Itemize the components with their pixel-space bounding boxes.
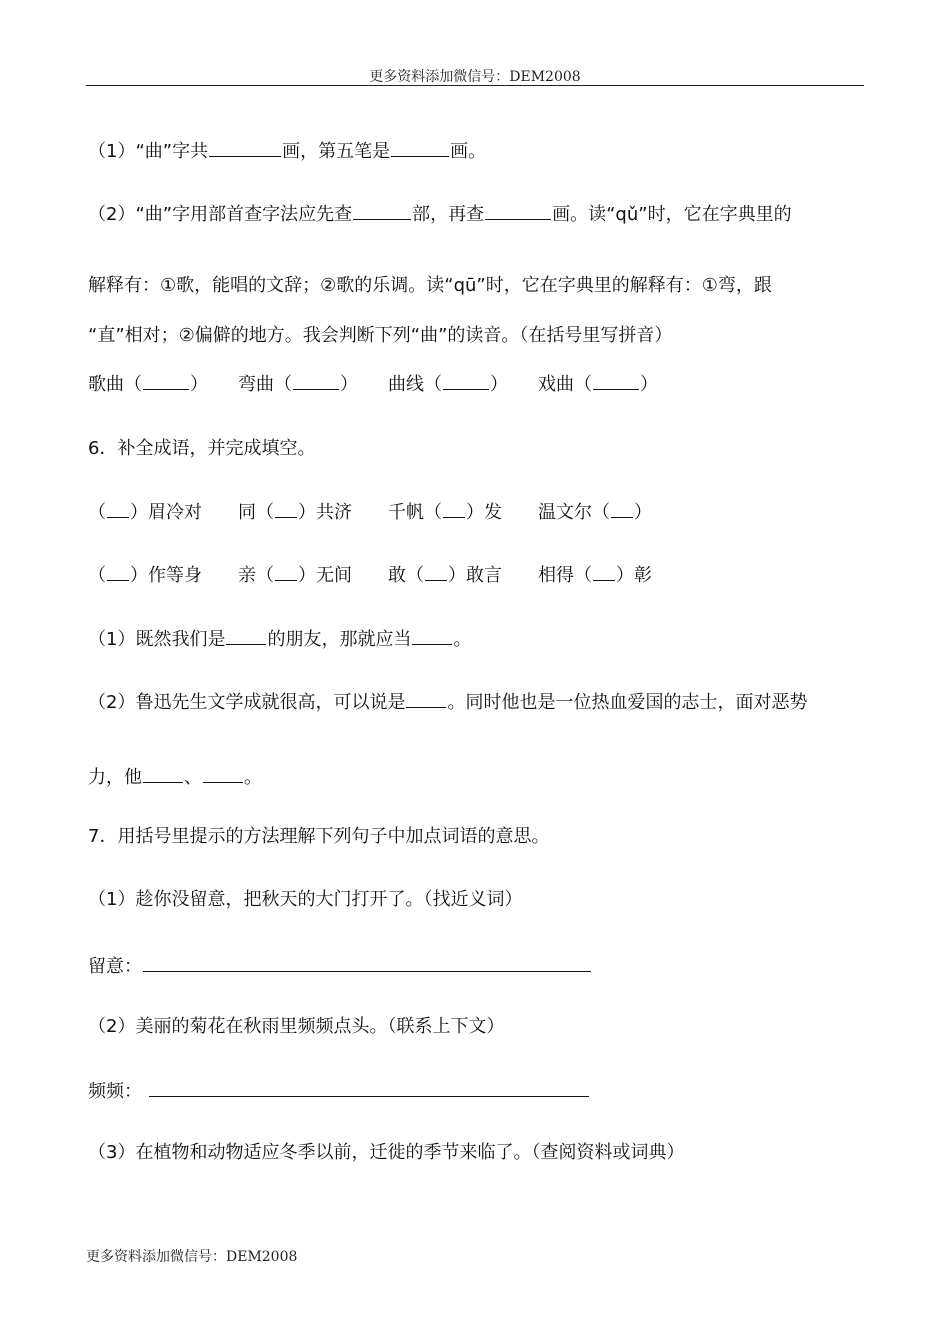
paren-open: （ [88, 565, 106, 586]
paren-open: （ [88, 502, 106, 523]
q6-sentence2-cont [88, 764, 262, 790]
header-rule [86, 85, 864, 86]
q6-title: 6．补全成语，并完成填空。 [88, 438, 316, 459]
idiom-text: 温文尔（ [538, 502, 610, 523]
q5-explanation-line1: 解释有：①歌，能唱的文辞；②歌的乐调。读“qū”时，它在字典里的解释有：①弯，跟 [88, 275, 772, 296]
q7-answer1 [88, 953, 592, 979]
idiom-text: 同（ [238, 502, 274, 523]
answer-line[interactable] [143, 953, 591, 972]
sentence-text: （1）既然我们是 [88, 629, 226, 650]
q5-part1 [88, 138, 486, 164]
idiom-text: ）敢言 [448, 565, 502, 586]
pinyin-blank[interactable] [143, 371, 189, 390]
answer-blank[interactable] [353, 201, 411, 220]
pinyin-blank[interactable] [443, 371, 489, 390]
answer-blank[interactable] [412, 626, 452, 645]
q5-part2 [88, 201, 792, 227]
idiom-text: ）彰 [616, 565, 652, 586]
sentence-text: 。 [244, 767, 262, 788]
idiom-blank[interactable] [443, 499, 465, 518]
q6-sentence1 [88, 626, 471, 652]
sentence-text: （2）鲁迅先生文学成就很高，可以说是 [88, 692, 406, 713]
answer-label: 留意： [88, 956, 142, 977]
idiom-blank[interactable] [275, 499, 297, 518]
idiom-text: ）共济 [298, 502, 352, 523]
word-wanqu: 弯曲（ [238, 374, 292, 395]
answer-blank[interactable] [485, 201, 551, 220]
idiom-blank[interactable] [275, 562, 297, 581]
q7-sentence2: （2）美丽的菊花在秋雨里频频点头。（联系上下文） [88, 1016, 505, 1037]
idiom-blank[interactable] [593, 562, 615, 581]
idiom-text: 亲（ [238, 565, 274, 586]
word-xiqu: 戏曲（ [538, 374, 592, 395]
answer-label: 频频： [88, 1081, 142, 1102]
sentence-text: 。 [453, 629, 472, 650]
q5-part1-text-b: 画，第五笔是 [282, 141, 391, 162]
q6-sentence2 [88, 689, 807, 715]
q5-part2-text-b: 部，再查 [412, 204, 485, 225]
q7-sentence1: （1）趁你没留意，把秋天的大门打开了。（找近义词） [88, 889, 523, 910]
q6-idiom-row1 [88, 499, 652, 525]
paren-close: ） [640, 374, 658, 395]
q6-idiom-row2 [88, 562, 652, 588]
q5-explanation-line2: “直”相对；②偏僻的地方。我会判断下列“曲”的读音。（在括号里写拼音） [88, 325, 673, 346]
answer-blank[interactable] [143, 764, 183, 783]
paren-close: ） [190, 374, 208, 395]
idiom-blank[interactable] [611, 499, 633, 518]
idiom-text: ）作等身 [130, 565, 202, 586]
answer-line[interactable] [149, 1078, 589, 1097]
paren-close: ） [634, 502, 652, 523]
pinyin-blank[interactable] [293, 371, 339, 390]
page-footer: 更多资料添加微信号：DEM2008 [86, 1249, 298, 1265]
q5-part2-text-c: 画。读“qǔ”时，它在字典里的 [552, 204, 792, 225]
answer-blank[interactable] [406, 689, 446, 708]
idiom-blank[interactable] [107, 499, 129, 518]
pinyin-blank[interactable] [593, 371, 639, 390]
answer-blank[interactable] [203, 764, 243, 783]
idiom-text: ）眉冷对 [130, 502, 202, 523]
sentence-text: 。同时他也是一位热血爱国的志士，面对恶势 [447, 692, 808, 713]
answer-blank[interactable] [209, 138, 281, 157]
sentence-text: 、 [184, 767, 202, 788]
q5-part1-text-c: 画。 [450, 141, 487, 162]
idiom-blank[interactable] [107, 562, 129, 581]
idiom-text: 敢（ [388, 565, 424, 586]
sentence-text: 的朋友，那就应当 [267, 629, 412, 650]
sentence-text: 力，他 [88, 767, 142, 788]
idiom-blank[interactable] [425, 562, 447, 581]
word-quxian: 曲线（ [388, 374, 442, 395]
q7-title: 7．用括号里提示的方法理解下列句子中加点词语的意思。 [88, 826, 550, 847]
idiom-text: ）无间 [298, 565, 352, 586]
idiom-text: 相得（ [538, 565, 592, 586]
answer-blank[interactable] [226, 626, 266, 645]
idiom-text: 千帆（ [388, 502, 442, 523]
answer-blank[interactable] [391, 138, 449, 157]
idiom-text: ）发 [466, 502, 502, 523]
q7-sentence3: （3）在植物和动物适应冬季以前，迁徙的季节来临了。（查阅资料或词典） [88, 1142, 685, 1163]
paren-close: ） [490, 374, 508, 395]
page-header: 更多资料添加微信号：DEM2008 [369, 69, 581, 85]
q5-part2-text-a: （2）“曲”字用部首查字法应先查 [88, 204, 353, 225]
word-gequ: 歌曲（ [88, 374, 142, 395]
q7-answer2 [88, 1078, 590, 1104]
paren-close: ） [340, 374, 358, 395]
q5-part1-text-a: （1）“曲”字共 [88, 141, 209, 162]
q5-reading-row [88, 371, 658, 397]
